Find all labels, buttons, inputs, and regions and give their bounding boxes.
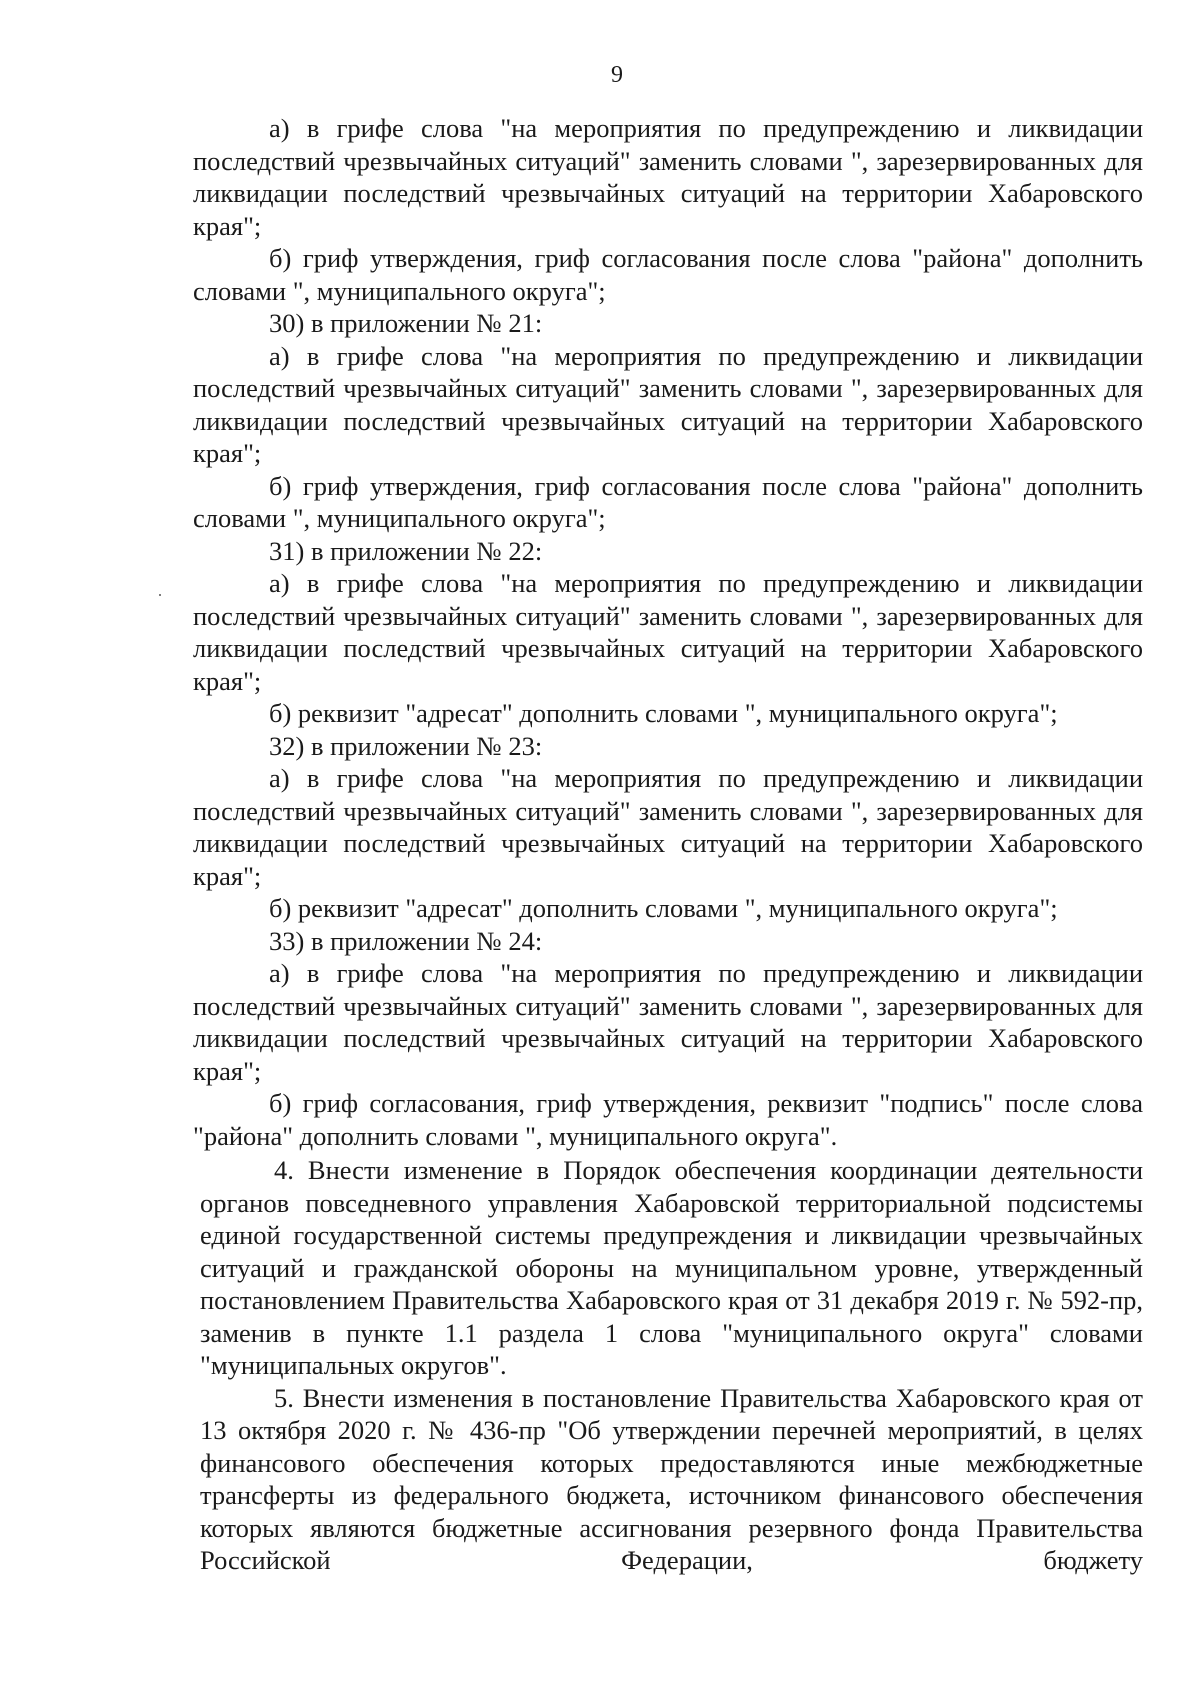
paragraph: а) в грифе слова "на мероприятия по предупреждению и ликвидации последствий чрезвычайных ситуаций" заменить словами ", зарезервированных для ликвидации последствий чрезвычайных ситуаций на территории Хабаровского края";: [193, 340, 1143, 468]
paragraph: 5. Внести изменения в постановление Правительства Хабаровского края от 13 октября 2020 г. № 436-пр "Об утверждении перечней мероприятий, в целях финансового обеспечения которых предоставляются иные межбюджетные трансферты из федерального бюджета, источником финансового обеспечения которых являются бюджетные ассигнования резервного фонда Правительства Российской Федерации, бюджету: [200, 1382, 1143, 1575]
paragraph: а) в грифе слова "на мероприятия по предупреждению и ликвидации последствий чрезвычайных ситуаций" заменить словами ", зарезервированных для ликвидации последствий чрезвычайных ситуаций на территории Хабаровского края";: [193, 958, 1143, 1086]
paragraph: 30) в приложении № 21:: [269, 308, 543, 338]
paragraph: 32) в приложении № 23:: [269, 730, 543, 761]
paragraph: б) гриф согласования, гриф утверждения, реквизит "подпись" после слова "района" дополнить словами ", муниципального округа".: [193, 1088, 1143, 1151]
paragraph: б) гриф утверждения, гриф согласования после слова "района" дополнить словами ", муниципального округа";: [193, 470, 1143, 533]
page-number: 9: [611, 62, 623, 88]
scan-speck: [159, 594, 161, 596]
document-body: [193, 112, 1143, 1575]
paragraph: б) реквизит "адресат" дополнить словами ", муниципального округа";: [269, 893, 1058, 923]
paragraph: 33) в приложении № 24:: [269, 925, 543, 956]
paragraph: а) в грифе слова "на мероприятия по предупреждению и ликвидации последствий чрезвычайных ситуаций" заменить словами ", зарезервированных для ликвидации последствий чрезвычайных ситуаций на территории Хабаровского края";: [193, 568, 1143, 696]
amendment-list: [193, 112, 1143, 1152]
paragraph: б) гриф утверждения, гриф согласования после слова "района" дополнить словами ", муниципального округа";: [193, 243, 1143, 306]
paragraph: б) реквизит "адресат" дополнить словами ", муниципального округа";: [269, 698, 1058, 728]
paragraph: а) в грифе слова "на мероприятия по предупреждению и ликвидации последствий чрезвычайных ситуаций" заменить словами ", зарезервированных для ликвидации последствий чрезвычайных ситуаций на территории Хабаровского края";: [193, 763, 1143, 891]
paragraph: а) в грифе слова "на мероприятия по предупреждению и ликвидации последствий чрезвычайных ситуаций" заменить словами ", зарезервированных для ликвидации последствий чрезвычайных ситуаций на территории Хабаровского края";: [193, 113, 1143, 241]
main-clauses: [200, 1154, 1143, 1577]
paragraph: 4. Внести изменение в Порядок обеспечения координации деятельности органов повседневного управления Хабаровской территориальной подсистемы единой государственной системы предупреждения и ликвидации чрезвычайных ситуаций и гражданской обороны на муниципальном уровне, утвержденный постановлением Правительства Хабаровского края от 31 декабря 2019 г. № 592-пр, заменив в пункте 1.1 раздела 1 слова "муниципального округа" словами "муниципальных округов".: [200, 1155, 1143, 1380]
paragraph: 31) в приложении № 22:: [269, 535, 543, 566]
